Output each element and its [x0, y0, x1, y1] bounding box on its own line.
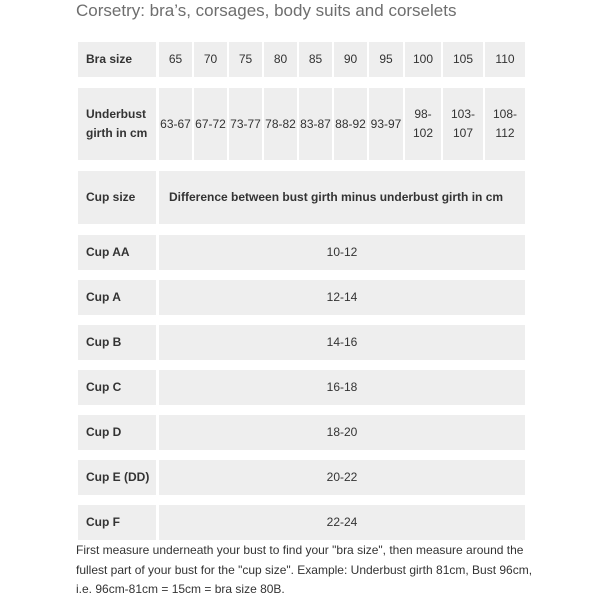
bra-size-value: 75 [229, 42, 262, 77]
cup-size-label: Cup F [78, 505, 156, 540]
measurement-instructions: First measure underneath your bust to find your "bra size", then measure around the fullest part of your bust for the "cup size". Example: Underbust girth 81cm, Bust 96cm, i.e. 96cm-81cm = 15cm = bra size 80B. [76, 543, 533, 596]
underbust-range-value: 88-92 [334, 88, 367, 160]
underbust-range-value: 78-82 [264, 88, 297, 160]
cup-size-header-label: Cup size [78, 171, 156, 224]
underbust-range-value: 83-87 [299, 88, 332, 160]
underbust-range-value: 63-67 [159, 88, 192, 160]
cup-size-label: Cup AA [78, 235, 156, 270]
cup-difference-value: 18-20 [159, 415, 525, 450]
underbust-range-value: 67-72 [194, 88, 227, 160]
bra-size-value: 65 [159, 42, 192, 77]
cup-difference-value: 12-14 [159, 280, 525, 315]
bra-size-value: 100 [405, 42, 441, 77]
cup-size-label: Cup A [78, 280, 156, 315]
underbust-range-value: 73-77 [229, 88, 262, 160]
bra-size-value: 90 [334, 42, 367, 77]
cup-size-label: Cup D [78, 415, 156, 450]
underbust-range-value: 98-102 [405, 88, 441, 160]
underbust-range-value: 108-112 [485, 88, 525, 160]
bra-size-value: 105 [443, 42, 483, 77]
bra-size-label: Bra size [78, 42, 156, 77]
underbust-girth-label: Underbust girth in cm [78, 88, 156, 160]
bra-size-value: 85 [299, 42, 332, 77]
cup-size-label: Cup E (DD) [78, 460, 156, 495]
bra-size-value: 70 [194, 42, 227, 77]
cup-difference-value: 22-24 [159, 505, 525, 540]
cup-size-label: Cup C [78, 370, 156, 405]
cup-difference-header: Difference between bust girth minus underbust girth in cm [159, 171, 525, 224]
bra-size-value: 95 [369, 42, 403, 77]
cup-difference-value: 10-12 [159, 235, 525, 270]
underbust-range-value: 93-97 [369, 88, 403, 160]
cup-difference-value: 20-22 [159, 460, 525, 495]
cup-size-label: Cup B [78, 325, 156, 360]
underbust-range-value: 103-107 [443, 88, 483, 160]
cup-difference-value: 16-18 [159, 370, 525, 405]
bra-size-value: 110 [485, 42, 525, 77]
page-title: Corsetry: bra’s, corsages, body suits and corselets [76, 1, 457, 20]
cup-difference-value: 14-16 [159, 325, 525, 360]
bra-size-value: 80 [264, 42, 297, 77]
